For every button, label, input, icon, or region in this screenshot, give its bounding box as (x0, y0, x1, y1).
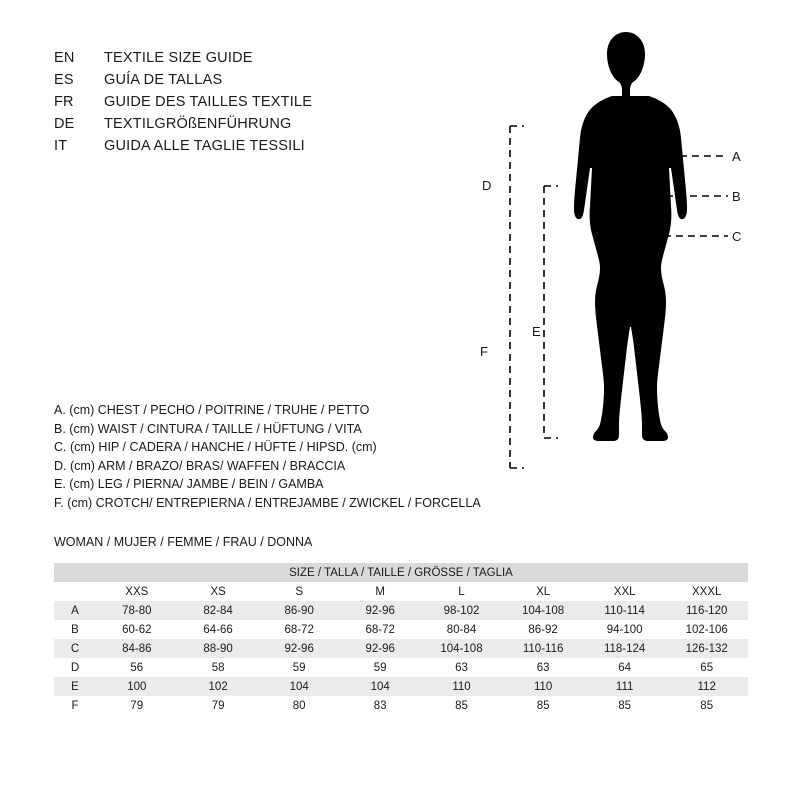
table-row (54, 639, 748, 658)
size-table (54, 563, 748, 715)
figure-label-b: B (732, 189, 741, 204)
language-title: TEXTILE SIZE GUIDE (104, 50, 253, 66)
language-title: TEXTILGRÖßENFÜHRUNG (104, 116, 292, 132)
cell: 64 (584, 658, 665, 677)
table-row (54, 658, 748, 677)
table-header-row (54, 582, 748, 601)
table-title-row (54, 563, 748, 582)
cell: 63 (421, 658, 503, 677)
column-header-s: S (259, 582, 340, 601)
cell: 110-114 (584, 601, 665, 620)
cell: 104-108 (421, 639, 503, 658)
language-code: ES (54, 72, 74, 88)
cell: 118-124 (584, 639, 665, 658)
figure-label-f: F (480, 344, 488, 359)
legend-line-c: C. (cm) HIP / CADERA / HANCHE / HÜFTE / HIPSD. (cm) (54, 440, 377, 454)
column-header-xxxl: XXXL (665, 582, 748, 601)
table-title: SIZE / TALLA / TAILLE / GRÖSSE / TAGLIA (54, 563, 748, 582)
cell: 63 (502, 658, 584, 677)
table-row (54, 677, 748, 696)
legend-line-f: F. (cm) CROTCH/ ENTREPIERNA / ENTREJAMBE / ZWICKEL / FORCELLA (54, 495, 481, 510)
cell: 110-116 (502, 639, 584, 658)
cell: 79 (96, 696, 178, 715)
cell: 85 (584, 696, 665, 715)
language-title: GUÍA DE TALLAS (104, 72, 223, 88)
language-code: EN (54, 50, 75, 66)
language-code: IT (54, 138, 68, 154)
cell: 58 (178, 658, 259, 677)
legend-line-e: E. (cm) LEG / PIERNA/ JAMBE / BEIN / GAMBA (54, 477, 324, 491)
cell: 85 (502, 696, 584, 715)
cell: 68-72 (340, 620, 421, 639)
language-row (54, 94, 474, 116)
row-label: E (54, 677, 96, 696)
language-row (54, 50, 474, 72)
cell: 85 (421, 696, 503, 715)
cell: 126-132 (665, 639, 748, 658)
measure-bracket-e (544, 186, 558, 438)
cell: 111 (584, 677, 665, 696)
cell: 56 (96, 658, 178, 677)
cell: 110 (502, 677, 584, 696)
table-row (54, 601, 748, 620)
column-header-xs: XS (178, 582, 259, 601)
column-header-xxs: XXS (96, 582, 178, 601)
cell: 92-96 (259, 639, 340, 658)
cell: 82-84 (178, 601, 259, 620)
language-row (54, 138, 474, 160)
cell: 110 (421, 677, 503, 696)
legend-block (54, 401, 524, 512)
column-header-l: L (421, 582, 503, 601)
figure-label-d: D (482, 178, 492, 193)
cell: 86-92 (502, 620, 584, 639)
language-row (54, 72, 474, 94)
cell: 102 (178, 677, 259, 696)
cell: 98-102 (421, 601, 503, 620)
gender-line: WOMAN / MUJER / FEMME / FRAU / DONNA (54, 535, 313, 549)
cell: 83 (340, 696, 421, 715)
cell: 65 (665, 658, 748, 677)
cell: 92-96 (340, 639, 421, 658)
column-header-xl: XL (502, 582, 584, 601)
cell: 104 (259, 677, 340, 696)
figure-label-e: E (532, 324, 541, 339)
language-code: FR (54, 94, 74, 110)
cell: 64-66 (178, 620, 259, 639)
cell: 78-80 (96, 601, 178, 620)
cell: 80 (259, 696, 340, 715)
cell: 59 (340, 658, 421, 677)
row-label: A (54, 601, 96, 620)
cell: 116-120 (665, 601, 748, 620)
language-title: GUIDE DES TAILLES TEXTILE (104, 94, 313, 110)
row-label: D (54, 658, 96, 677)
table-row (54, 620, 748, 639)
cell: 79 (178, 696, 259, 715)
cell: 59 (259, 658, 340, 677)
column-header-blank (54, 582, 96, 601)
cell: 60-62 (96, 620, 178, 639)
table-row (54, 696, 748, 715)
cell: 112 (665, 677, 748, 696)
language-title: GUIDA ALLE TAGLIE TESSILI (104, 138, 305, 154)
cell: 80-84 (421, 620, 503, 639)
cell: 88-90 (178, 639, 259, 658)
cell: 104-108 (502, 601, 584, 620)
legend-line-b: B. (cm) WAIST / CINTURA / TAILLE / HÜFTUNG / VITA (54, 421, 362, 436)
row-label: F (54, 696, 96, 715)
cell: 102-106 (665, 620, 748, 639)
language-title-block (54, 50, 474, 160)
cell: 86-90 (259, 601, 340, 620)
cell: 84-86 (96, 639, 178, 658)
language-row (54, 116, 474, 138)
size-table-wrapper (54, 563, 748, 715)
row-label: C (54, 639, 96, 658)
language-code: DE (54, 116, 75, 132)
figure-label-c: C (732, 229, 742, 244)
cell: 100 (96, 677, 178, 696)
row-label: B (54, 620, 96, 639)
legend-line-d: D. (cm) ARM / BRAZO/ BRAS/ WAFFEN / BRACCIA (54, 458, 346, 473)
legend-line-a: A. (cm) CHEST / PECHO / POITRINE / TRUHE / PETTO (54, 403, 370, 417)
figure-label-a: A (732, 149, 741, 164)
cell: 85 (665, 696, 748, 715)
cell: 68-72 (259, 620, 340, 639)
column-header-m: M (340, 582, 421, 601)
cell: 104 (340, 677, 421, 696)
column-header-xxl: XXL (584, 582, 665, 601)
cell: 94-100 (584, 620, 665, 639)
cell: 92-96 (340, 601, 421, 620)
